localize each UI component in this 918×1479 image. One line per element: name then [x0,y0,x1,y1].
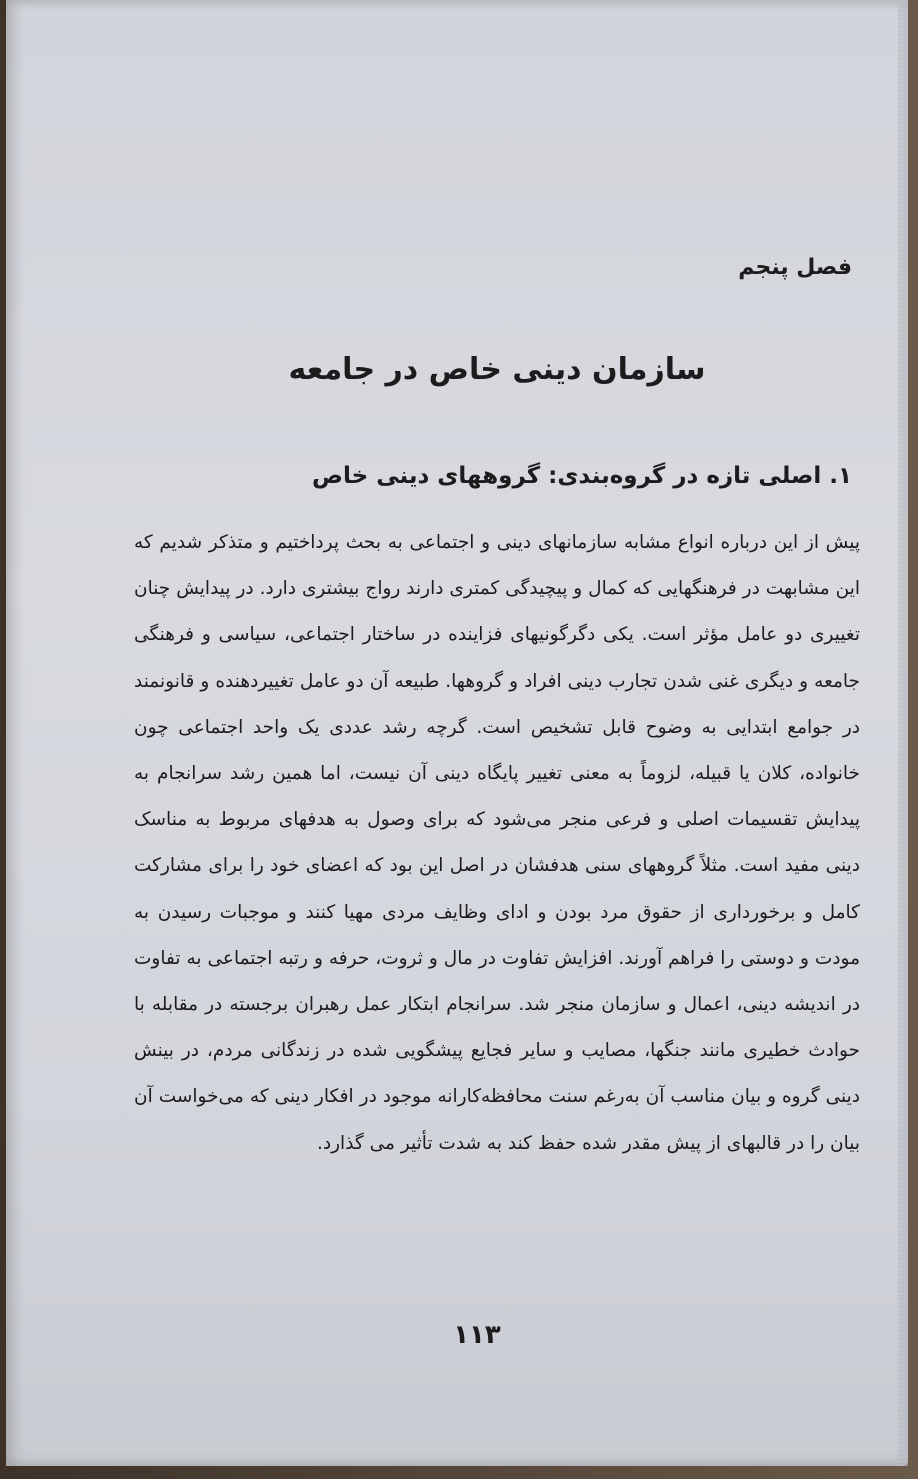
section-heading: ۱. اصلی تازه در گروه‌بندی: گروههای دینی خاص [312,463,852,489]
chapter-title: سازمان دینی خاص در جامعه [288,352,706,387]
book-page [6,0,908,1466]
body-paragraph: پیش از این درباره انواع مشابه سازمانهای دینی و اجتماعی به بحث پرداختیم و متذکر شدیم که این مشابهت در فرهنگهایی که کمال و پیچیدگی کمتری دارند رواج بیشتری دارد. در پیدایش چنان تغییری دو عامل مؤثر است. یکی دگرگونیهای فزاینده در ساختار اجتماعی، سیاسی و فرهنگی جامعه و دیگری غنی شدن تجارب دینی افراد و گروهها. طبیعه آن دو عامل تغییردهنده و قانونمند در جوامع ابتدایی به وضوح قابل تشخیص است. گرچه رشد عددی یک واحد اجتماعی چون خانواده، کلان یا قبیله، لزوماً به معنی تغییر پایگاه دینی آن نیست، اما همین رشد سرانجام به پیدایش تقسیمات اصلی و فرعی منجر می‌شود که برای وصول به هدفهای مربوط به مناسک دینی مفید است. مثلاً گروههای سنی هدفشان در اصل این بود که اعضای خود را برای مشارکت کامل و برخورداری از حقوق مرد بودن و ادای وظایف مردی مهیا کنند و موجبات رسیدن به مودت و دوستی را فراهم آورند. افزایش تفاوت در مال و ثروت، حرفه و رتبه اجتماعی به تفاوت در اندیشه دینی، اعمال و سازمان منجر شد. سرانجام ابتکار عمل رهبران برجسته در مقابله با حوادث خطیری مانند جنگها، مصایب و سایر فجایع پیشگویی شده در زندگانی مردم، در بینش دینی گروه و بیان مناسب آن به‌رغم سنت محافظه‌کارانه موجود در افکار دینی که می‌خواست آن بیان را در قالبهای از پیش مقدر شده حفظ کند به شدت تأثیر می گذارد. [134,532,860,1154]
chapter-label: فصل پنجم [738,255,852,280]
page-edge [898,0,908,1466]
page-number: ۱۱۳ [453,1320,501,1350]
body-text [134,520,860,1167]
